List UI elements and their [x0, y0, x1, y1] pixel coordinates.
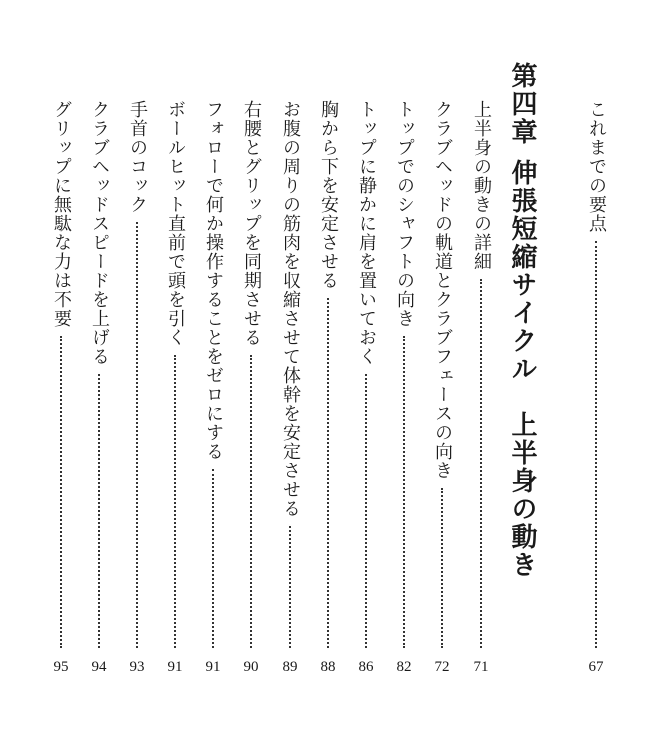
toc-page-number: 94	[91, 659, 107, 675]
toc-entry	[47, 100, 75, 676]
toc-entry-title: トップに静かに肩を置いておく	[356, 100, 377, 366]
toc-page-number: 90	[243, 659, 259, 675]
leader-dots	[327, 298, 329, 648]
toc-entry-title: 上半身の動きの詳細	[471, 100, 492, 271]
toc-entry-title: トップでのシャフトの向き	[394, 100, 415, 328]
leader-dots	[212, 469, 214, 648]
leader-dots	[441, 488, 443, 648]
toc-entry	[199, 100, 227, 676]
toc-page-number: 82	[396, 659, 412, 675]
leader-dots	[365, 374, 367, 648]
toc-page-number: 93	[129, 659, 145, 675]
toc-entry-title: 右腰とグリップを同期させる	[241, 100, 262, 347]
toc-entry-title: クラブヘッドの軌道とクラブフェースの向き	[432, 100, 453, 480]
toc-entry-title: クラブヘッドスピードを上げる	[89, 100, 110, 366]
toc-page-number: 86	[358, 659, 374, 675]
leader-dots	[403, 336, 405, 648]
chapter-title: 伸張短縮サイクル 上半身の動き	[507, 159, 537, 579]
toc-entry	[237, 100, 265, 676]
toc-entry	[352, 100, 380, 676]
leader-dots	[136, 222, 138, 648]
toc-entry	[467, 100, 495, 676]
toc-page-number: 89	[282, 659, 298, 675]
toc-entry-previous-summary	[582, 100, 610, 676]
chapter-heading	[502, 62, 542, 579]
toc-entry-title: お腹の周りの筋肉を収縮させて体幹を安定させる	[280, 100, 301, 518]
toc-page-number: 72	[434, 659, 450, 675]
toc-entry-title: グリップに無駄な力は不要	[51, 100, 72, 328]
leader-dots	[174, 355, 176, 648]
toc-entry-title: これまでの要点	[586, 100, 607, 233]
toc-entry	[428, 100, 456, 676]
leader-dots	[250, 355, 252, 648]
toc-page-number: 95	[53, 659, 69, 675]
toc-page-number: 67	[588, 659, 604, 675]
toc-page-number: 91	[167, 659, 183, 675]
toc-page-number: 71	[473, 659, 489, 675]
toc-entry	[123, 100, 151, 676]
toc-entry	[276, 100, 304, 676]
leader-dots	[60, 336, 62, 648]
toc-entry-title: 手首のコック	[127, 100, 148, 214]
toc-entry-title: ボールヒット直前で頭を引く	[165, 100, 186, 347]
leader-dots	[595, 241, 597, 648]
toc-entry	[85, 100, 113, 676]
toc-entry-title: フォローで何か操作することをゼロにする	[203, 100, 224, 461]
toc-entry	[314, 100, 342, 676]
leader-dots	[98, 374, 100, 648]
leader-dots	[289, 526, 291, 648]
toc-page-number: 88	[320, 659, 336, 675]
toc-page-number: 91	[205, 659, 221, 675]
toc-entry	[390, 100, 418, 676]
toc-entry	[161, 100, 189, 676]
chapter-number: 第四章	[507, 62, 537, 146]
toc-entry-title: 胸から下を安定させる	[318, 100, 339, 290]
leader-dots	[480, 279, 482, 648]
